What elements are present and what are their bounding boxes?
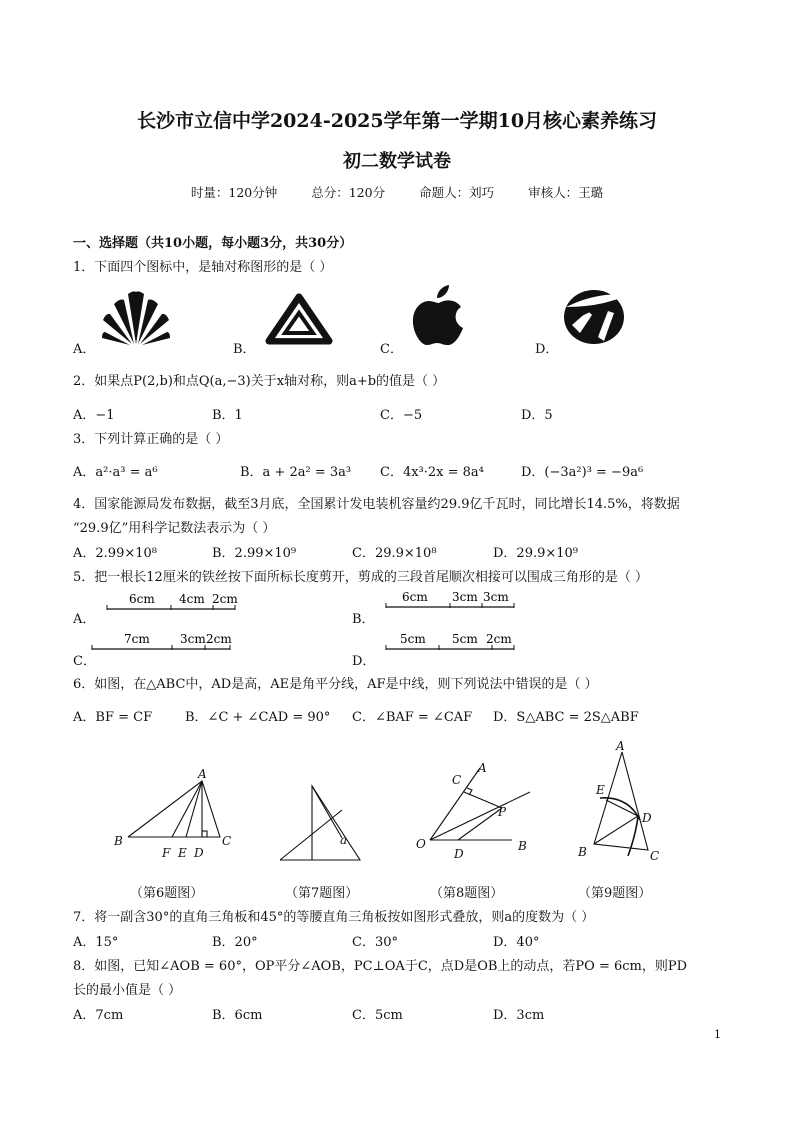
fig8-label-a: A — [478, 761, 487, 775]
q8-option-d: D．3cm — [493, 1008, 545, 1023]
fig6-label-f: F — [162, 846, 171, 860]
time-limit: 时量：120分钟 — [190, 185, 278, 200]
q5-option-c: C． — [73, 654, 96, 669]
q2-stem: 2．如果点P(2,b)和点Q(a,−3)关于x轴对称，则a+b的值是（ ） — [73, 374, 446, 389]
triangle-knot-icon — [263, 291, 335, 347]
exam-subtitle: 初二数学试卷 — [343, 151, 451, 172]
q2-option-c: C．−5 — [380, 408, 423, 423]
fig9-label-a: A — [616, 739, 625, 753]
exam-title: 长沙市立信中学2024-2025学年第一学期10月核心素养练习 — [136, 110, 658, 132]
fig7-label-a: a — [340, 833, 348, 847]
fig6-label-a: A — [198, 767, 207, 781]
q5-a-seg1: 6cm — [129, 592, 155, 606]
q5-b-seg1: 6cm — [402, 590, 428, 604]
q8-stem-line1: 8．如图，已知∠AOB = 60°，OP平分∠AOB，PC⊥OA于C，点D是OB上的动点，若PO = 6cm，则PD — [73, 959, 688, 974]
q4-stem-line2: “29.9亿”用科学记数法表示为（ ） — [73, 521, 276, 536]
q5-stem: 5．把一根长12厘米的铁丝按下面所标长度剪开，剪成的三段首尾顺次相接可以围成三角形的是（ ） — [73, 570, 648, 585]
q1-option-b: B． — [233, 342, 256, 357]
fig6-label-c: C — [222, 834, 232, 848]
q5-option-d: D． — [352, 654, 376, 669]
fig9-label-e: E — [596, 783, 605, 797]
q4-option-a: A．2.99×10⁸ — [73, 546, 157, 561]
q3-option-c: C．4x³·2x = 8a⁴ — [380, 465, 484, 480]
q1-option-d: D． — [535, 342, 559, 357]
q7-stem: 7．将一副含30°的直角三角板和45°的等腰直角三角板按如图形式叠放，则a的度数为（ ） — [73, 910, 595, 925]
q7-option-c: C．30° — [352, 935, 398, 950]
q1-option-c: C． — [380, 342, 403, 357]
fig8-label-c: C — [452, 773, 462, 787]
q5-b-seg3: 3cm — [483, 590, 509, 604]
q5-option-b: B． — [352, 612, 375, 627]
q3-option-a: A．a²·a³ = a⁶ — [73, 465, 158, 480]
q5-a-seg3: 2cm — [212, 592, 238, 606]
q2-option-a: A．−1 — [73, 408, 115, 423]
q8-option-b: B．6cm — [212, 1008, 263, 1023]
q5-d-seg2: 5cm — [452, 632, 478, 646]
q5-b-segments — [384, 588, 519, 614]
q7-option-a: A．15° — [73, 935, 119, 950]
fig9-label-d: D — [642, 811, 652, 825]
q5-d-seg3: 2cm — [486, 632, 512, 646]
q6-option-b: B．∠C + ∠CAD = 90° — [185, 710, 331, 725]
q6-option-d: D．S△ABC = 2S△ABF — [493, 710, 639, 725]
fig8-label-p: P — [498, 805, 507, 819]
apple-logo-icon — [412, 285, 466, 347]
total-score: 总分：120分 — [311, 185, 386, 200]
q8-option-a: A．7cm — [73, 1008, 124, 1023]
caption-fig7: （第7题图） — [285, 886, 359, 901]
fig6-label-b: B — [114, 834, 123, 848]
q5-option-a: A． — [73, 612, 96, 627]
q4-option-b: B．2.99×10⁹ — [212, 546, 297, 561]
q5-d-seg1: 5cm — [400, 632, 426, 646]
author: 命题人：刘巧 — [419, 185, 495, 200]
q4-option-c: C．29.9×10⁸ — [352, 546, 437, 561]
caption-fig6: （第6题图） — [130, 886, 204, 901]
q7-option-b: B．20° — [212, 935, 258, 950]
q5-c-seg1: 7cm — [124, 632, 150, 646]
q3-option-b: B．a + 2a² = 3a³ — [240, 465, 352, 480]
q5-d-segments — [384, 630, 519, 656]
reviewer: 审核人：王璐 — [528, 185, 604, 200]
q8-option-c: C．5cm — [352, 1008, 403, 1023]
q7-option-d: D．40° — [493, 935, 540, 950]
fig8-label-o: O — [416, 837, 426, 851]
figure-8 — [412, 758, 537, 863]
q5-c-seg3: 2cm — [206, 632, 232, 646]
q2-option-b: B．1 — [212, 408, 243, 423]
circle-logo-icon — [558, 287, 634, 347]
figure-9 — [570, 738, 670, 868]
fig9-label-c: C — [650, 849, 660, 863]
q6-option-c: C．∠BAF = ∠CAF — [352, 710, 473, 725]
q6-option-a: A．BF = CF — [73, 710, 153, 725]
page-number: 1 — [714, 1028, 721, 1041]
q6-stem: 6．如图，在△ABC中，AD是高，AE是角平分线，AF是中线，则下列说法中错误的是（ ） — [73, 677, 598, 692]
fig8-label-b: B — [518, 839, 527, 853]
q8-stem-line2: 长的最小值是（ ） — [73, 983, 182, 998]
q5-c-seg2: 3cm — [180, 632, 206, 646]
q1-stem: 1．下面四个图标中，是轴对称图形的是（ ） — [73, 260, 333, 275]
exam-meta — [0, 183, 794, 201]
caption-fig8: （第8题图） — [430, 886, 504, 901]
q5-c-segments — [90, 630, 235, 656]
fig9-label-b: B — [578, 845, 587, 859]
figure-7 — [272, 780, 372, 870]
q3-option-d: D．(−3a²)³ = −9a⁶ — [521, 465, 644, 480]
fig8-label-d: D — [454, 847, 464, 861]
q3-stem: 3．下列计算正确的是（ ） — [73, 432, 229, 447]
q2-option-d: D．5 — [521, 408, 553, 423]
fig6-label-d: D — [194, 846, 204, 860]
q1-option-a: A． — [73, 342, 96, 357]
q4-stem-line1: 4．国家能源局发布数据，截至3月底，全国累计发电装机容量约29.9亿千瓦时，同比增长14.5%，将数据 — [73, 497, 680, 512]
q4-option-d: D．29.9×10⁹ — [493, 546, 579, 561]
figure-6 — [100, 765, 250, 865]
q5-b-seg2: 3cm — [452, 590, 478, 604]
huawei-logo-icon — [100, 288, 172, 346]
fig6-label-e: E — [178, 846, 187, 860]
q5-a-seg2: 4cm — [179, 592, 205, 606]
q5-a-segments — [105, 590, 240, 616]
section-heading: 一、选择题（共10小题，每小题3分，共30分） — [73, 236, 353, 251]
caption-fig9: （第9题图） — [578, 886, 652, 901]
